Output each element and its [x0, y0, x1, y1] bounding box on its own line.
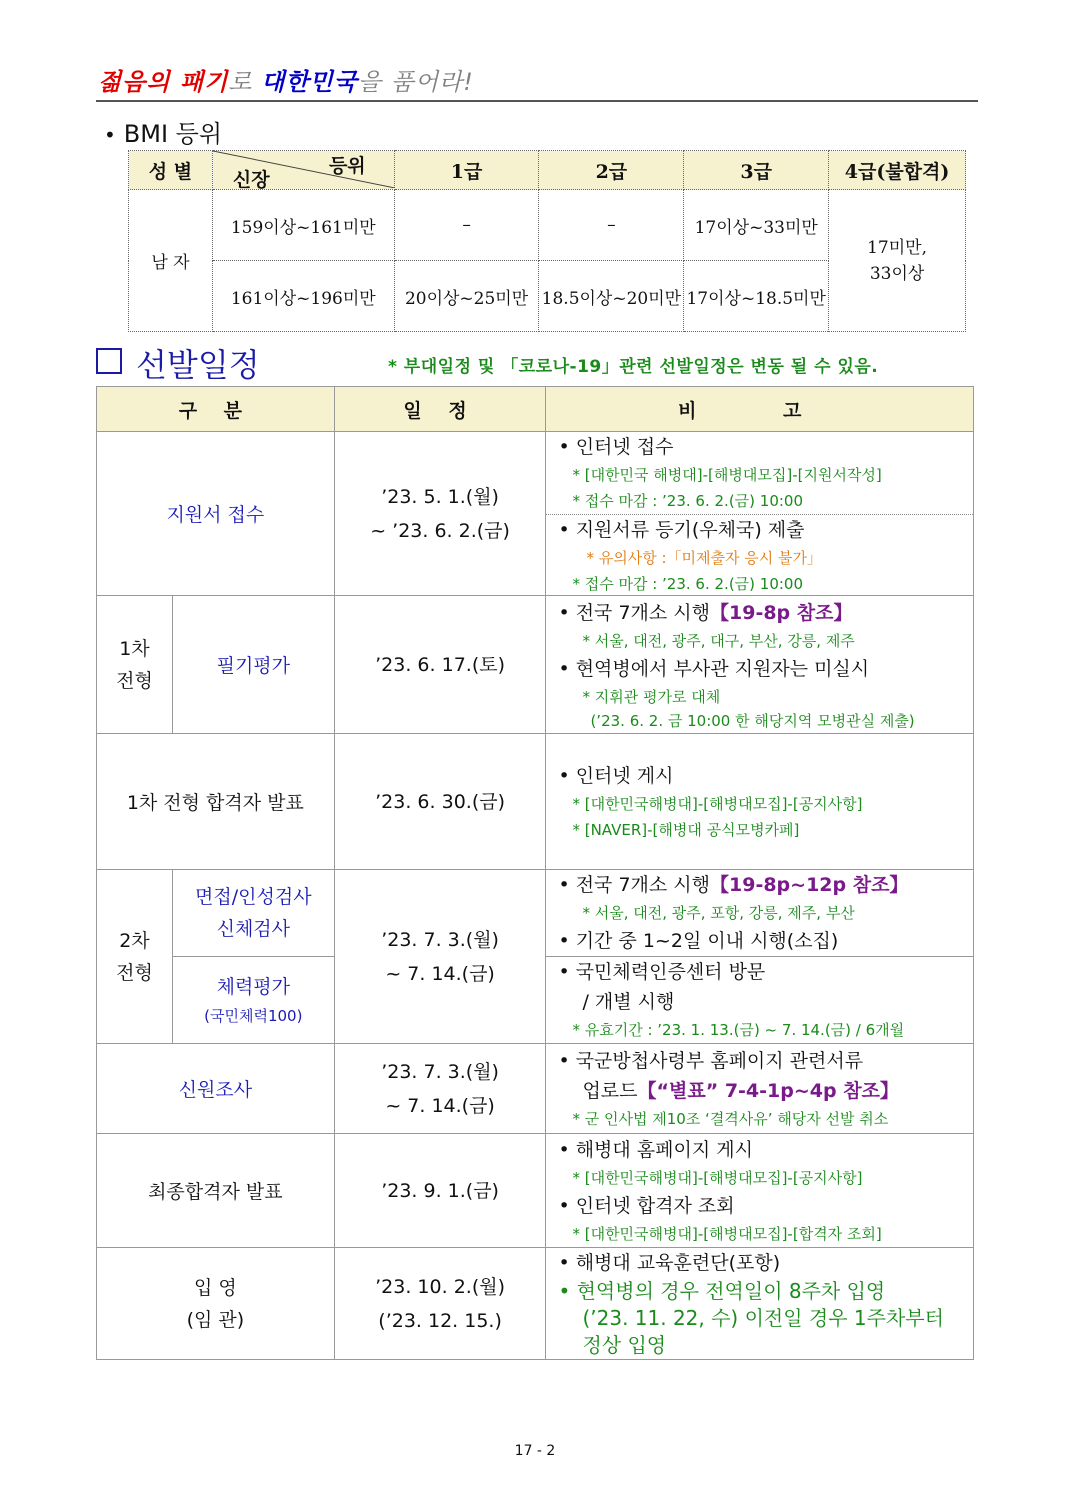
application-r1: • 인터넷 접수 [558, 436, 674, 458]
row-application [97, 432, 974, 596]
bmi-header-row [129, 151, 966, 190]
application-remark-lower [546, 514, 973, 595]
bmi-cell: – [539, 190, 684, 261]
first-label [97, 596, 173, 734]
second-label [97, 870, 173, 1044]
second-r2: • 기간 중 1~2일 이내 시행(소집) [558, 930, 839, 952]
background-r1: • 국군방첩사령부 홈페이지 관련서류 [558, 1049, 864, 1072]
bmi-cell: – [394, 190, 539, 261]
row-background [97, 1044, 974, 1134]
background-r1-ref: 【“별표” 7-4-1p~4p 참조】 [637, 1079, 899, 1102]
bmi-head-diagonal [212, 151, 394, 190]
bmi-title-text: BMI 등위 [123, 120, 223, 148]
application-r2: • 지원서류 등기(우체국) 제출 [558, 519, 805, 541]
background-date2: ~ 7. 14.(금) [385, 1094, 495, 1117]
final-remark [546, 1134, 974, 1248]
row-final [97, 1134, 974, 1248]
second-r1a: * 서울, 대전, 광주, 포항, 강릉, 제주, 부산 [582, 904, 855, 922]
second-r3a: * 유효기간 : ’23. 1. 13.(금) ~ 7. 14.(금) / 6개월 [572, 1021, 905, 1039]
first-r2b: (’23. 6. 2. 금 10:00 한 해당지역 모병관실 제출) [590, 711, 915, 730]
row-first-result [97, 734, 974, 870]
enlist-r2b: (’23. 11. 22, 수) 이전일 경우 1주차부터 [582, 1306, 944, 1330]
first-remark [546, 596, 974, 734]
bmi-head-g1: 1급 [394, 151, 539, 190]
first-result-r1b: * [NAVER]-[해병대 공식모병카페] [572, 820, 800, 839]
second-label2: 전형 [116, 961, 153, 984]
schedule-note: * 부대일정 및 「코로나-19」관련 선발일정은 변동 될 수 있음. [388, 357, 879, 377]
second-date1: ’23. 7. 3.(월) [381, 928, 499, 951]
page-number: 17 - 2 [514, 1443, 556, 1459]
background-r1a: * 군 인사법 제10조 ‘결격사유’ 해당자 선발 취소 [572, 1109, 889, 1128]
background-date1: ’23. 7. 3.(월) [381, 1060, 499, 1083]
final-r2a: * [대한민국해병대]-[해병대모집]-[합격자 조회] [572, 1224, 882, 1243]
bullet-icon: • [104, 123, 116, 147]
schedule-table [96, 386, 974, 1360]
head-remark: 비 고 [546, 387, 974, 432]
application-name: 지원서 접수 [97, 432, 335, 596]
final-r1: • 해병대 홈페이지 게시 [558, 1138, 753, 1161]
application-date2: ~ ’23. 6. 2.(금) [370, 519, 510, 542]
first-result-name: 1차 전형 합격자 발표 [97, 734, 335, 870]
bmi-head-grade: 등위 [328, 155, 366, 177]
second-name2: 신체검사 [216, 918, 291, 940]
first-date: ’23. 6. 17.(토) [334, 596, 546, 734]
header-divider [96, 100, 978, 102]
bmi-g4-line1: 17미만, [867, 237, 927, 258]
background-name: 신원조사 [97, 1044, 335, 1134]
enlist-name [97, 1248, 335, 1360]
second-date2: ~ 7. 14.(금) [385, 962, 495, 985]
bmi-cell: 17이상~18.5미만 [684, 261, 829, 332]
head-category: 구 분 [97, 387, 335, 432]
application-remark [546, 432, 974, 596]
second-name1: 면접/인성검사 [195, 886, 312, 908]
bmi-head-height: 신장 [232, 169, 270, 191]
final-r2: • 인터넷 합격자 조회 [558, 1194, 735, 1217]
enlist-remark [546, 1248, 974, 1360]
enlist-date2: (’23. 12. 15.) [378, 1309, 502, 1332]
bmi-cell: 20이상~25미만 [394, 261, 539, 332]
bmi-height: 161이상~196미만 [212, 261, 394, 332]
first-label2: 전형 [116, 669, 153, 692]
bmi-g4-line2: 33이상 [869, 263, 925, 284]
first-result-r1: • 인터넷 게시 [558, 764, 674, 787]
application-date [334, 432, 546, 596]
head-date: 일 정 [334, 387, 546, 432]
background-remark [546, 1044, 974, 1134]
header-part2: 로 [228, 68, 262, 96]
second-name-b [172, 957, 334, 1044]
bmi-head-g4: 4급(불합격) [829, 151, 966, 190]
final-r1a: * [대한민국해병대]-[해병대모집]-[공지사항] [572, 1168, 863, 1187]
first-r2a: * 지휘관 평가로 대체 [582, 687, 721, 706]
first-r2: • 현역병에서 부사관 지원자는 미실시 [558, 657, 870, 680]
bmi-row [129, 190, 966, 261]
bmi-head-gender: 성 별 [129, 151, 213, 190]
schedule-header-row [97, 387, 974, 432]
row-first [97, 596, 974, 734]
application-r1b: * 접수 마감 : ’23. 6. 2.(금) 10:00 [572, 492, 804, 510]
row-enlist [97, 1248, 974, 1360]
second-name-a [172, 870, 334, 957]
header-part1: 젊음의 패기 [98, 68, 229, 96]
second-name3: 체력평가 [216, 976, 291, 998]
second-label1: 2차 [119, 929, 150, 952]
background-r1b: 업로드 [582, 1079, 638, 1102]
application-date1: ’23. 5. 1.(월) [381, 485, 499, 508]
final-name: 최종합격자 발표 [97, 1134, 335, 1248]
enlist-date1: ’23. 10. 2.(월) [375, 1275, 505, 1298]
bmi-gender: 남 자 [129, 190, 213, 332]
second-date [334, 870, 546, 1044]
bmi-table [128, 150, 966, 332]
bmi-g4-cell [829, 190, 966, 332]
schedule-section-title [96, 340, 260, 386]
bmi-cell: 17이상~33미만 [684, 190, 829, 261]
enlist-r2: • 현역병의 경우 전역일이 8주차 입영 [558, 1279, 886, 1303]
first-name: 필기평가 [172, 596, 334, 734]
first-label1: 1차 [119, 637, 150, 660]
bmi-section-title [104, 114, 222, 149]
first-r1-ref: 【19-8p 참조】 [710, 601, 853, 624]
first-result-date: ’23. 6. 30.(금) [334, 734, 546, 870]
first-r1: • 전국 7개소 시행 [558, 601, 710, 624]
first-result-r1a: * [대한민국해병대]-[해병대모집]-[공지사항] [572, 794, 863, 813]
enlist-name1: 입 영 [193, 1276, 237, 1299]
page-header [98, 62, 474, 97]
enlist-r2c: 정상 입영 [582, 1333, 667, 1357]
second-r1-ref: 【19-8p~12p 참조】 [710, 874, 909, 896]
second-r3b: / 개별 시행 [582, 991, 675, 1013]
first-r1a: * 서울, 대전, 광주, 대구, 부산, 강릉, 제주 [582, 631, 855, 650]
header-part4: 을 품어라! [357, 68, 474, 96]
enlist-name2: (임 관) [186, 1308, 245, 1331]
header-part3: 대한민국 [261, 68, 358, 96]
schedule-title-text: 선발일정 [136, 346, 260, 384]
second-r1: • 전국 7개소 시행 [558, 874, 710, 896]
bmi-head-g3: 3급 [684, 151, 829, 190]
bmi-height: 159이상~161미만 [212, 190, 394, 261]
second-r3: • 국민체력인증센터 방문 [558, 961, 766, 983]
second-name4: (국민체력100) [204, 1007, 303, 1025]
checkbox-square-icon [96, 348, 122, 374]
application-r2a: * 유의사항 :「미제출자 응시 불가」 [586, 549, 822, 567]
bmi-head-g2: 2급 [539, 151, 684, 190]
second-remark-b [546, 957, 974, 1044]
first-result-remark [546, 734, 974, 870]
bmi-cell: 18.5이상~20미만 [539, 261, 684, 332]
final-date: ’23. 9. 1.(금) [334, 1134, 546, 1248]
enlist-date [334, 1248, 546, 1360]
application-r2b: * 접수 마감 : ’23. 6. 2.(금) 10:00 [572, 575, 804, 593]
enlist-r1: • 해병대 교육훈련단(포항) [558, 1252, 781, 1274]
background-date [334, 1044, 546, 1134]
application-r1a: * [대한민국 해병대]-[해병대모집]-[지원서작성] [572, 466, 882, 484]
row-second-a [97, 870, 974, 957]
second-remark-a [546, 870, 974, 957]
